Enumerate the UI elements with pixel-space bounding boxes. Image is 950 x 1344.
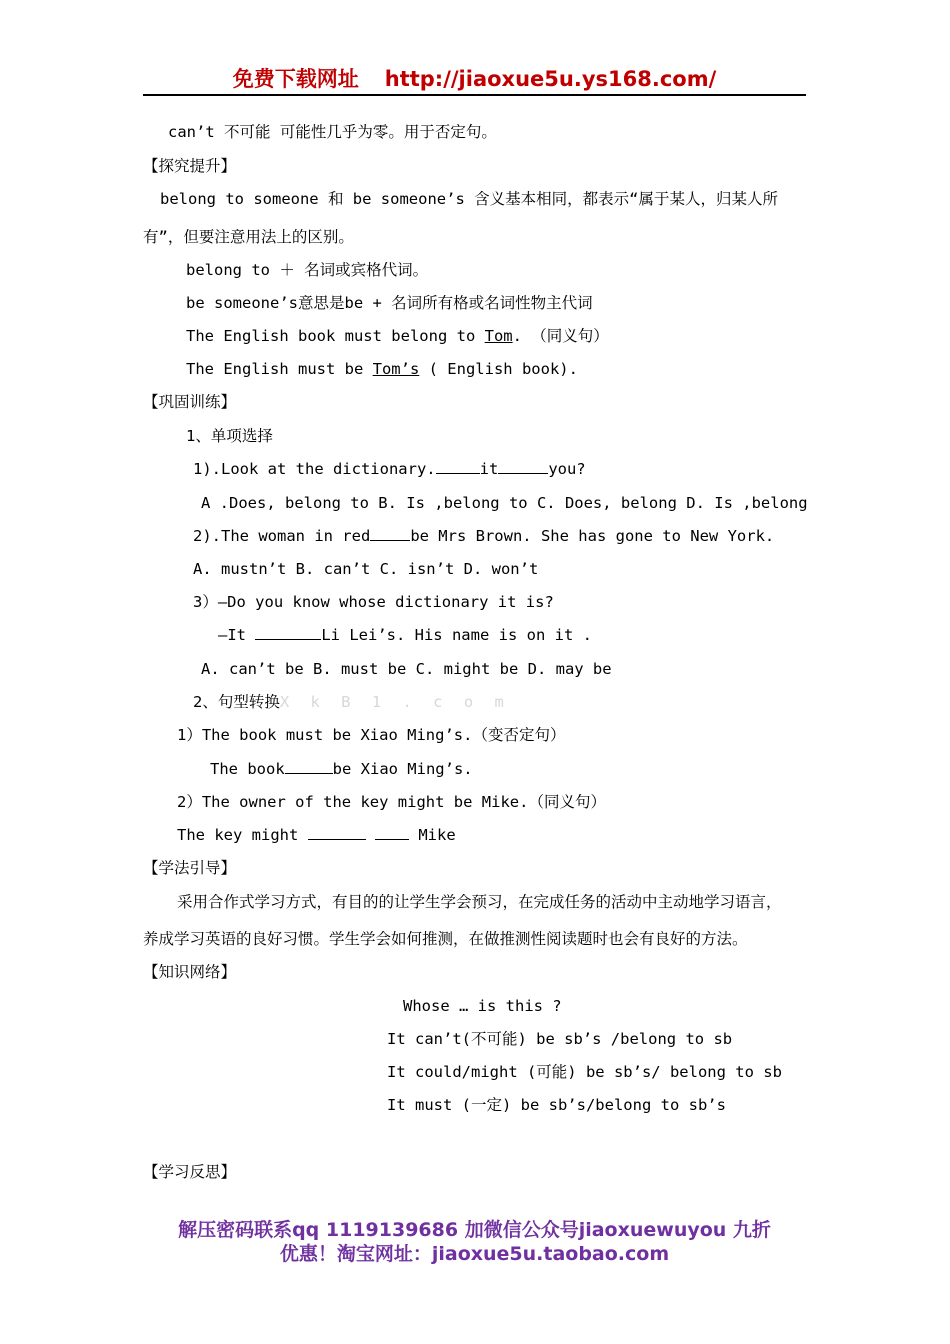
section-reflect-heading: 【学习反思】 <box>143 1163 237 1181</box>
question-2: 2).The woman in red be Mrs Brown. She has gone to New York. <box>193 527 775 545</box>
question-1-options: A .Does, belong to B. Is ,belong to C. Does, belong D. Is ,belong <box>201 494 808 512</box>
practice-part-1-title: 1、单项选择 <box>186 427 273 445</box>
transform-1-prompt: 1）The book must be Xiao Ming’s.（变否定句） <box>177 726 566 744</box>
question-3-options: A. can’t be B. must be C. might be D. may be <box>201 660 612 678</box>
page-header <box>143 64 806 96</box>
transform-1-answer: The book be Xiao Ming’s. <box>210 760 473 778</box>
section-method-heading: 【学法引导】 <box>143 859 237 877</box>
modal-cant-line: can’t 不可能 可能性几乎为零。用于否定句。 <box>168 123 497 141</box>
network-line-4: It must (一定) be sb’s/belong to sb’s <box>387 1096 726 1114</box>
question-1: 1).Look at the dictionary. it you? <box>193 460 586 478</box>
question-2-options: A. mustn’t B. can’t C. isn’t D. won’t <box>193 560 539 578</box>
section-explore-heading: 【探究提升】 <box>143 157 237 175</box>
explore-line-4: be someone’s意思是be + 名词所有格或名词性物主代词 <box>186 294 593 312</box>
header-url-link[interactable]: http://jiaoxue5u.ys168.com/ <box>384 67 717 91</box>
method-paragraph-line-1: 采用合作式学习方式，有目的的让学生学会预习，在完成任务的活动中主动地学习语言， <box>177 893 782 911</box>
method-paragraph-line-2: 养成学习英语的良好习惯。学生学会如何推测，在做推测性阅读题时也会有良好的方法。 <box>143 930 748 948</box>
question-3-answer: —It Li Lei’s. His name is on it . <box>218 626 592 644</box>
header-title: 免费下载网址 <box>232 67 359 91</box>
practice-part-2-title: 2、句型转换X k B 1 . c o m <box>193 693 510 711</box>
watermark-text: X k B 1 . c o m <box>279 693 510 711</box>
example-sentence-1: The English book must belong to Tom. （同义句） <box>186 327 609 345</box>
network-line-2: It can’t(不可能) be sb’s /belong to sb <box>387 1030 733 1048</box>
explore-line-2: 有”，但要注意用法上的区别。 <box>143 228 354 246</box>
section-network-heading: 【知识网络】 <box>143 963 237 981</box>
example-sentence-2: The English must be Tom’s ( English book). <box>186 360 578 378</box>
transform-2-answer: The key might Mike <box>177 826 456 844</box>
footer-line-1: 解压密码联系qq 1119139686 加微信公众号jiaoxuewuyou 九折 <box>178 1219 771 1241</box>
network-line-3: It could/might (可能) be sb’s/ belong to sb <box>387 1063 782 1081</box>
explore-line-1: belong to someone 和 be someone’s 含义基本相同，都表示“属于某人，归某人所 <box>160 190 778 208</box>
explore-line-3: belong to ＋ 名词或宾格代词。 <box>186 261 429 279</box>
network-line-1: Whose … is this ? <box>403 997 562 1015</box>
section-practice-heading: 【巩固训练】 <box>143 393 237 411</box>
question-3-prompt: 3）—Do you know whose dictionary it is? <box>193 593 554 611</box>
transform-2-prompt: 2）The owner of the key might be Mike.（同义句） <box>177 793 606 811</box>
page-footer <box>143 1218 806 1266</box>
footer-line-2[interactable]: 优惠！淘宝网址：jiaoxue5u.taobao.com <box>279 1243 670 1265</box>
